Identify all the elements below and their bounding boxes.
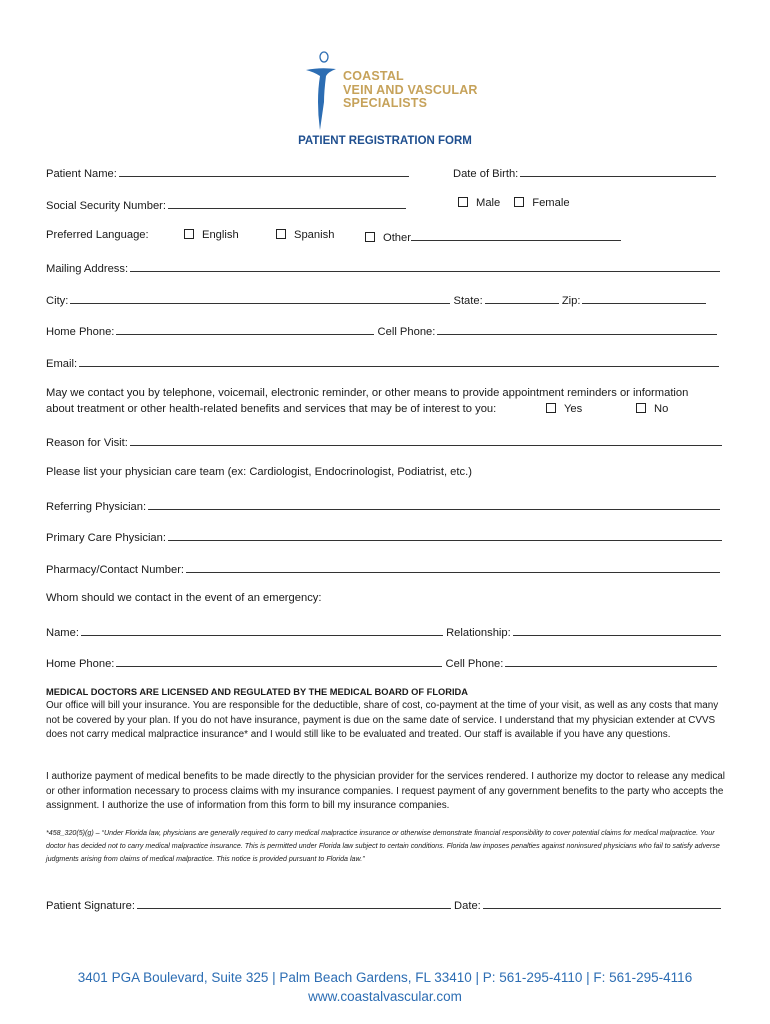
emergency-home-phone-label: Home Phone: (46, 658, 115, 670)
emergency-text: Whom should we contact in the event of an emergency: (46, 592, 322, 604)
other-option (365, 229, 621, 244)
state-field[interactable] (485, 292, 559, 304)
english-option (184, 229, 239, 241)
signature-label: Patient Signature: (46, 900, 135, 912)
referring-row (46, 498, 720, 513)
logo-name (343, 70, 478, 111)
logo (300, 50, 490, 132)
emergency-cell-phone-label: Cell Phone: (445, 658, 504, 670)
no-checkbox[interactable] (636, 403, 646, 413)
signature-date-label: Date: (454, 900, 481, 912)
referring-label: Referring Physician: (46, 501, 147, 513)
home-phone-label: Home Phone: (46, 326, 115, 338)
signature-date-field[interactable] (483, 897, 721, 909)
emergency-home-phone-field[interactable] (116, 655, 442, 667)
relationship-field[interactable] (513, 624, 721, 636)
pharmacy-field[interactable] (186, 561, 720, 573)
patient-name-label: Patient Name: (46, 168, 117, 180)
language-label: Preferred Language: (46, 229, 149, 241)
yes-checkbox[interactable] (546, 403, 556, 413)
signature-field[interactable] (137, 897, 451, 909)
cell-phone-field[interactable] (437, 323, 717, 335)
city-field[interactable] (70, 292, 450, 304)
relationship-label: Relationship: (446, 627, 511, 639)
other-language-field[interactable] (411, 229, 621, 241)
malpractice-footnote: *458_320(5)(g) – “Under Florida law, physicians are generally required to carry medical malpractice insurance or otherwise demonstrate financial responsibility to cover potential claims for medical malpractice. Your doctor has decided not to carry medical malpractice insurance. This is permitted under Florida law subject to certain conditions. Florida law imposes penalties against noninsured physicians who fail to satisfy adverse judgments arising from claims of medical malpractice. This notice is provided pursuant to Florida law.” (46, 829, 720, 864)
person-figure-icon (300, 50, 340, 132)
state-label: State: (453, 295, 483, 307)
care-team-text: Please list your physician care team (ex: Cardiologist, Endocrinologist, Podiatrist, etc.) (46, 466, 472, 478)
patient-name-field[interactable] (119, 165, 409, 177)
female-label: Female (532, 197, 570, 209)
male-checkbox[interactable] (458, 197, 468, 207)
yes-label: Yes (564, 403, 583, 415)
mailing-field[interactable] (130, 260, 720, 272)
emergency-name-field[interactable] (81, 624, 443, 636)
logo-line-3: SPECIALISTS (343, 96, 428, 110)
signature-row (46, 897, 721, 912)
email-field[interactable] (79, 355, 719, 367)
reason-field[interactable] (130, 434, 722, 446)
phone-row (46, 323, 717, 338)
cell-phone-label: Cell Phone: (377, 326, 436, 338)
footer-address: 3401 PGA Boulevard, Suite 325 | Palm Beach Gardens, FL 33410 | P: 561-295-4110 | F: 561-295-4116 (77, 970, 693, 985)
billing-paragraph: Our office will bill your insurance. You are responsible for the deductible, share of cost, co-payment at the time of your visit, as well as any costs that many not be covered by your plan. If you do not have insurance, payment is due on the same date of service. I understand that my physician extender at CVVS does not carry medical malpractice insurance* and I would still like to be evaluated and treated. Our staff is available if you have any questions. (46, 700, 719, 741)
email-row (46, 355, 719, 370)
email-label: Email: (46, 358, 78, 370)
pharmacy-label: Pharmacy/Contact Number: (46, 564, 185, 576)
english-checkbox[interactable] (184, 229, 194, 239)
dob-label: Date of Birth: (453, 168, 519, 180)
pcp-row (46, 529, 722, 544)
reason-row (46, 434, 722, 449)
emergency-name-row (46, 624, 721, 639)
logo-line-1: COASTAL (343, 69, 404, 83)
male-label: Male (476, 197, 501, 209)
reason-label: Reason for Visit: (46, 437, 128, 449)
no-label: No (654, 403, 669, 415)
city-row (46, 292, 706, 307)
pcp-label: Primary Care Physician: (46, 532, 166, 544)
contact-question-line2: about treatment or other health-related benefits and services that may be of interest to you: (46, 403, 497, 415)
contact-yes-option (546, 403, 582, 415)
mailing-row (46, 260, 720, 275)
form-title: PATIENT REGISTRATION FORM (298, 135, 472, 147)
ssn-label: Social Security Number: (46, 200, 166, 212)
spanish-label: Spanish (294, 229, 335, 241)
ssn-field[interactable] (168, 197, 406, 209)
contact-question-line1: May we contact you by telephone, voicemail, electronic reminder, or other means to provide appointment reminders or information (46, 387, 689, 399)
emergency-name-label: Name: (46, 627, 79, 639)
dob-row (453, 165, 716, 180)
city-label: City: (46, 295, 69, 307)
other-checkbox[interactable] (365, 232, 375, 242)
home-phone-field[interactable] (116, 323, 374, 335)
zip-label: Zip: (561, 295, 581, 307)
zip-field[interactable] (582, 292, 706, 304)
spanish-checkbox[interactable] (276, 229, 286, 239)
ssn-row (46, 197, 406, 212)
patient-name-row (46, 165, 409, 180)
emergency-phone-row (46, 655, 717, 670)
spanish-option (276, 229, 334, 241)
logo-line-2: VEIN AND VASCULAR (343, 82, 478, 97)
english-label: English (202, 229, 239, 241)
footer-website-link[interactable]: www.coastalvascular.com (308, 989, 462, 1004)
referring-field[interactable] (148, 498, 720, 510)
pharmacy-row (46, 561, 720, 576)
female-checkbox[interactable] (514, 197, 524, 207)
contact-no-option (636, 403, 668, 415)
emergency-cell-phone-field[interactable] (505, 655, 717, 667)
gender-row (458, 197, 570, 209)
dob-field[interactable] (520, 165, 716, 177)
pcp-field[interactable] (168, 529, 722, 541)
legal-heading: MEDICAL DOCTORS ARE LICENSED AND REGULATED BY THE MEDICAL BOARD OF FLORIDA (46, 687, 468, 697)
authorization-paragraph: I authorize payment of medical benefits to be made directly to the physician provider for the services rendered. I authorize my doctor to release any medical or other information necessary to process claims with my insurance companies. I request payment of any government benefits to the party who accepts the assignment. I authorize the use of information from this form to bill my insurance companies. (46, 771, 725, 812)
mailing-label: Mailing Address: (46, 263, 129, 275)
other-label: Other (383, 232, 411, 244)
